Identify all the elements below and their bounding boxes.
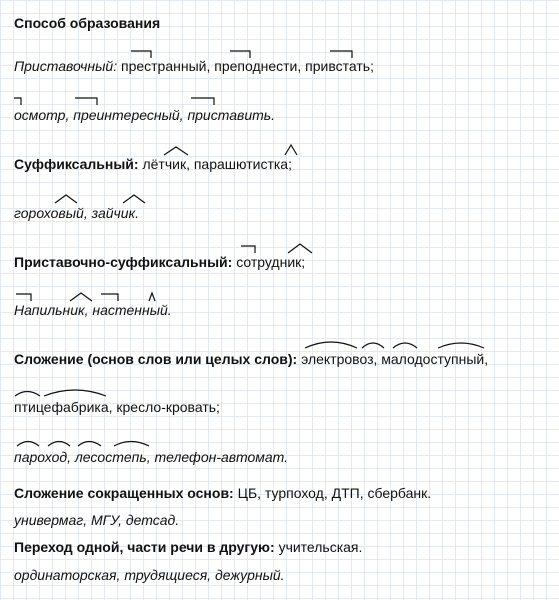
conversion-label: Переход одной, части речи в другую: xyxy=(14,539,275,555)
root-mark xyxy=(17,442,39,447)
prefix-mark xyxy=(241,246,255,253)
abbreviation-line-1 xyxy=(14,484,431,502)
suffix-mark xyxy=(164,147,188,155)
compounding-examples-3: пароход, лесостепь, телефон-автомат. xyxy=(14,449,289,465)
root-mark xyxy=(78,442,101,447)
page-title: Способ образования xyxy=(14,15,161,31)
conversion-examples-2: ординаторская, трудящиеся, дежурный. xyxy=(14,567,285,583)
prefix-suffixal-label: Приставочно-суффиксальный: xyxy=(14,254,233,270)
compounding-label: Сложение (основ слов или целых слов): xyxy=(14,351,298,367)
prefix-suffixal-line-1 xyxy=(14,253,305,271)
conversion-examples-1: учительская. xyxy=(278,539,363,555)
root-mark xyxy=(362,343,384,348)
root-mark xyxy=(48,442,70,447)
prefix-mark xyxy=(14,98,21,105)
prefix-mark xyxy=(191,98,214,105)
compounding-examples-2: птицефабрика, кресло-кровать; xyxy=(14,399,220,415)
prefix-mark xyxy=(75,98,97,105)
abbreviation-examples-1: ЦБ, турпоход, ДТП, сбербанк. xyxy=(237,485,432,501)
suffix-mark xyxy=(149,293,155,301)
conversion-line-1 xyxy=(14,538,362,556)
prefix-mark xyxy=(16,294,31,301)
abbreviation-label: Сложение сокращенных основ: xyxy=(14,485,234,501)
prefixal-label: Приставочный: xyxy=(14,58,118,74)
prefix-suffixal-examples-2: Напильник, настенный. xyxy=(14,302,172,318)
suffix-mark xyxy=(123,195,145,203)
suffixal-examples-1: лётчик, парашютистка; xyxy=(142,156,292,172)
prefixal-examples-2: осмотр, преинтересный, приставить. xyxy=(14,107,276,123)
prefix-mark xyxy=(101,294,118,301)
root-mark xyxy=(44,390,106,396)
root-mark xyxy=(438,343,484,348)
root-mark xyxy=(393,343,417,348)
prefixal-examples-1: престранный, преподнести, привстать; xyxy=(120,58,374,74)
suffixal-label: Суффиксальный: xyxy=(14,156,139,172)
suffix-mark xyxy=(55,195,77,203)
prefix-suffixal-examples-1: сотрудник; xyxy=(236,254,306,270)
suffixal-line-1 xyxy=(14,155,292,173)
compounding-examples-1: электровоз, малодоступный, xyxy=(301,351,489,367)
compounding-line-1 xyxy=(14,350,488,368)
root-mark xyxy=(15,392,40,397)
prefixal-line-1 xyxy=(14,57,374,75)
root-mark xyxy=(305,342,357,348)
suffix-mark xyxy=(70,293,92,301)
suffix-mark xyxy=(285,145,297,155)
suffix-mark xyxy=(288,244,312,253)
abbreviation-examples-2: универмаг, МГУ, детсад. xyxy=(14,512,180,528)
suffixal-examples-2: гороховый, зайчик. xyxy=(14,205,140,221)
root-mark xyxy=(114,442,149,447)
